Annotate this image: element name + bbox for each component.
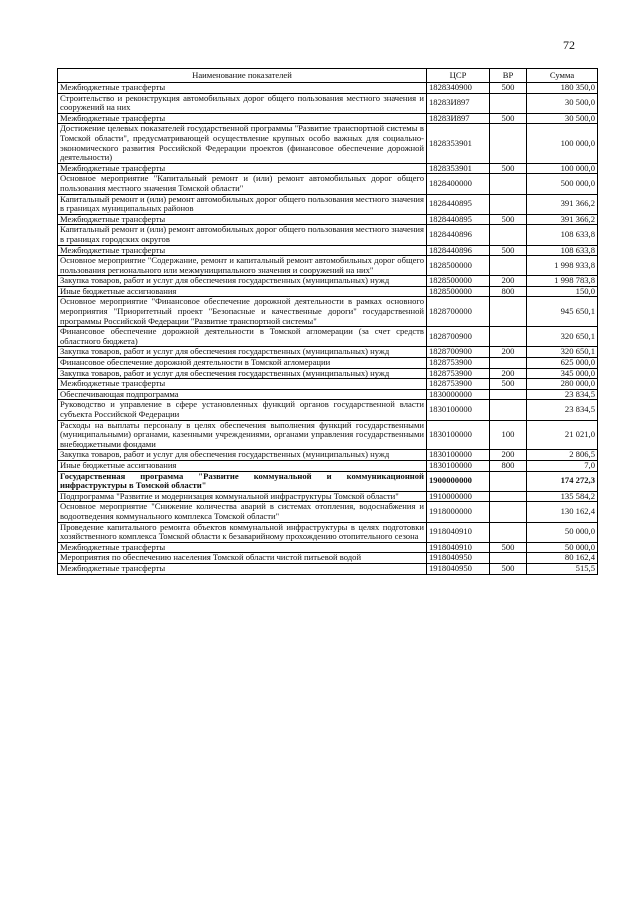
row-name: Строительство и реконструкция автомобильных дорог общего пользования местного значения и сооружений на них	[58, 93, 427, 113]
table-row	[58, 214, 598, 225]
table-row	[58, 563, 598, 574]
row-csr: 1828500000	[427, 276, 490, 287]
row-csr: 1828700000	[427, 297, 490, 327]
row-vr	[490, 256, 527, 276]
row-name: Капитальный ремонт и (или) ремонт автомобильных дорог общего пользования местного значения в границах муниципальных районов	[58, 194, 427, 214]
row-vr	[490, 93, 527, 113]
table-row	[58, 194, 598, 214]
row-sum: 1 998 933,8	[527, 256, 598, 276]
row-csr: 1828700900	[427, 347, 490, 358]
row-vr: 500	[490, 83, 527, 94]
row-csr: 1918040950	[427, 553, 490, 564]
row-csr: 1828700900	[427, 327, 490, 347]
table-row	[58, 327, 598, 347]
row-vr	[490, 124, 527, 163]
page-number: 72	[563, 38, 575, 52]
row-vr	[490, 194, 527, 214]
row-vr: 200	[490, 450, 527, 461]
table-row	[58, 522, 598, 542]
table-row	[58, 358, 598, 369]
row-vr: 500	[490, 163, 527, 174]
row-csr: 1828440895	[427, 194, 490, 214]
header-vr: ВР	[490, 69, 527, 83]
row-name: Межбюджетные трансферты	[58, 83, 427, 94]
row-sum: 280 000,0	[527, 379, 598, 390]
row-name: Расходы на выплаты персоналу в целях обеспечения выполнения функций государственными (муниципальными) органами, казенными учреждениями, органами управления государственными внебюджетными фондами	[58, 420, 427, 450]
row-csr: 1828500000	[427, 286, 490, 297]
row-csr: 1918000000	[427, 502, 490, 522]
row-csr: 1918040910	[427, 522, 490, 542]
table-row	[58, 400, 598, 420]
row-csr: 1828400000	[427, 174, 490, 194]
row-name: Межбюджетные трансферты	[58, 245, 427, 256]
header-csr: ЦСР	[427, 69, 490, 83]
row-vr: 200	[490, 347, 527, 358]
row-name: Подпрограмма "Развитие и модернизация коммунальной инфраструктуры Томской области"	[58, 491, 427, 502]
row-vr	[490, 327, 527, 347]
row-sum: 50 000,0	[527, 522, 598, 542]
row-csr: 1830100000	[427, 400, 490, 420]
row-name: Финансовое обеспечение дорожной деятельности в Томской агломерации (за счет средств областного бюджета)	[58, 327, 427, 347]
row-sum: 30 500,0	[527, 113, 598, 124]
row-name: Капитальный ремонт и (или) ремонт автомобильных дорог общего пользования местного значения в границах городских округов	[58, 225, 427, 245]
row-sum: 500 000,0	[527, 174, 598, 194]
row-name: Межбюджетные трансферты	[58, 214, 427, 225]
row-sum: 320 650,1	[527, 347, 598, 358]
row-vr	[490, 400, 527, 420]
table-row	[58, 174, 598, 194]
row-name: Закупка товаров, работ и услуг для обеспечения государственных (муниципальных) нужд	[58, 368, 427, 379]
row-csr: 1828353901	[427, 124, 490, 163]
row-sum: 180 350,0	[527, 83, 598, 94]
row-vr: 500	[490, 542, 527, 553]
row-vr	[490, 491, 527, 502]
table-row	[58, 113, 598, 124]
table-row	[58, 286, 598, 297]
table-row	[58, 389, 598, 400]
table-row	[58, 256, 598, 276]
row-vr: 200	[490, 276, 527, 287]
row-name: Обеспечивающая подпрограмма	[58, 389, 427, 400]
table-header-row	[58, 69, 598, 83]
table-row	[58, 471, 598, 491]
row-sum: 625 000,0	[527, 358, 598, 369]
row-vr: 500	[490, 113, 527, 124]
row-csr: 1828500000	[427, 256, 490, 276]
table-row	[58, 491, 598, 502]
table-row	[58, 93, 598, 113]
row-sum: 515,5	[527, 563, 598, 574]
table-body	[58, 83, 598, 575]
row-vr	[490, 502, 527, 522]
header-name: Наименование показателей	[58, 69, 427, 83]
row-csr: 1828753900	[427, 358, 490, 369]
row-sum: 1 998 783,8	[527, 276, 598, 287]
row-csr: 1830100000	[427, 450, 490, 461]
row-name: Основное мероприятие "Содержание, ремонт и капитальный ремонт автомобильных дорог общего пользования регионального или межмуниципального значения и сооружений на них"	[58, 256, 427, 276]
row-sum: 30 500,0	[527, 93, 598, 113]
row-csr: 1828753900	[427, 368, 490, 379]
table-row	[58, 460, 598, 471]
row-csr: 1828440896	[427, 225, 490, 245]
row-vr: 500	[490, 214, 527, 225]
table-row	[58, 245, 598, 256]
row-vr	[490, 297, 527, 327]
row-vr	[490, 225, 527, 245]
table-row	[58, 553, 598, 564]
row-name: Закупка товаров, работ и услуг для обеспечения государственных (муниципальных) нужд	[58, 347, 427, 358]
row-sum: 108 633,8	[527, 245, 598, 256]
row-sum: 150,0	[527, 286, 598, 297]
table-row	[58, 420, 598, 450]
row-sum: 108 633,8	[527, 225, 598, 245]
row-sum: 174 272,3	[527, 471, 598, 491]
table-row	[58, 124, 598, 163]
row-csr: 18283И897	[427, 113, 490, 124]
row-name: Основное мероприятие "Финансовое обеспечение дорожной деятельности в рамках основного мероприятия "Приоритетный проект "Безопасные и качественные дороги" государственной программы Российской Федерации "Развитие транспортной системы"	[58, 297, 427, 327]
row-vr: 500	[490, 563, 527, 574]
row-sum: 135 584,2	[527, 491, 598, 502]
row-sum: 130 162,4	[527, 502, 598, 522]
table-row	[58, 347, 598, 358]
row-name: Мероприятия по обеспечению населения Томской области чистой питьевой водой	[58, 553, 427, 564]
budget-table	[57, 68, 598, 575]
row-csr: 1918040910	[427, 542, 490, 553]
table-row	[58, 83, 598, 94]
row-vr: 500	[490, 245, 527, 256]
table-row	[58, 542, 598, 553]
row-name: Межбюджетные трансферты	[58, 542, 427, 553]
row-csr: 1900000000	[427, 471, 490, 491]
table-row	[58, 163, 598, 174]
row-name: Межбюджетные трансферты	[58, 163, 427, 174]
row-sum: 21 021,0	[527, 420, 598, 450]
row-csr: 1830100000	[427, 420, 490, 450]
row-name: Основное мероприятие "Снижение количества аварий в системах отопления, водоснабжения и водоотведения коммунального комплекса Томской области"	[58, 502, 427, 522]
row-sum: 23 834,5	[527, 389, 598, 400]
row-vr: 200	[490, 368, 527, 379]
row-name: Закупка товаров, работ и услуг для обеспечения государственных (муниципальных) нужд	[58, 276, 427, 287]
row-vr: 500	[490, 379, 527, 390]
row-vr	[490, 389, 527, 400]
row-sum: 80 162,4	[527, 553, 598, 564]
row-sum: 2 806,5	[527, 450, 598, 461]
row-csr: 1828340900	[427, 83, 490, 94]
row-vr	[490, 522, 527, 542]
row-name: Финансовое обеспечение дорожной деятельности в Томской агломерации	[58, 358, 427, 369]
row-name: Достижение целевых показателей государственной программы "Развитие транспортной системы в Томской области", предусматривающей осуществление крупных особо важных для социально-экономического развития Российской Федерации проектов (финансовое обеспечение дорожной деятельности)	[58, 124, 427, 163]
row-vr	[490, 553, 527, 564]
row-vr: 800	[490, 460, 527, 471]
table-row	[58, 225, 598, 245]
row-csr: 1828353901	[427, 163, 490, 174]
row-csr: 1918040950	[427, 563, 490, 574]
row-csr: 18283И897	[427, 93, 490, 113]
row-sum: 100 000,0	[527, 163, 598, 174]
row-sum: 50 000,0	[527, 542, 598, 553]
row-vr	[490, 471, 527, 491]
table-row	[58, 368, 598, 379]
table-row	[58, 276, 598, 287]
row-vr	[490, 174, 527, 194]
row-name: Межбюджетные трансферты	[58, 113, 427, 124]
row-sum: 320 650,1	[527, 327, 598, 347]
row-csr: 1830000000	[427, 389, 490, 400]
row-sum: 100 000,0	[527, 124, 598, 163]
row-csr: 1828753900	[427, 379, 490, 390]
table-row	[58, 502, 598, 522]
row-vr: 100	[490, 420, 527, 450]
table-row	[58, 450, 598, 461]
row-name: Основное мероприятие "Капитальный ремонт и (или) ремонт автомобильных дорог общего пользования местного значения Томской области"	[58, 174, 427, 194]
table-row	[58, 297, 598, 327]
row-vr: 800	[490, 286, 527, 297]
row-name: Межбюджетные трансферты	[58, 379, 427, 390]
header-sum: Сумма	[527, 69, 598, 83]
row-name: Иные бюджетные ассигнования	[58, 286, 427, 297]
row-sum: 391 366,2	[527, 214, 598, 225]
row-name: Руководство и управление в сфере установленных функций органов государственной власти субъекта Российской Федерации	[58, 400, 427, 420]
row-name: Закупка товаров, работ и услуг для обеспечения государственных (муниципальных) нужд	[58, 450, 427, 461]
row-csr: 1828440895	[427, 214, 490, 225]
row-sum: 345 000,0	[527, 368, 598, 379]
row-sum: 391 366,2	[527, 194, 598, 214]
row-sum: 945 650,1	[527, 297, 598, 327]
row-csr: 1830100000	[427, 460, 490, 471]
row-name: Иные бюджетные ассигнования	[58, 460, 427, 471]
row-csr: 1910000000	[427, 491, 490, 502]
table-row	[58, 379, 598, 390]
row-sum: 7,0	[527, 460, 598, 471]
row-sum: 23 834,5	[527, 400, 598, 420]
row-csr: 1828440896	[427, 245, 490, 256]
row-name: Межбюджетные трансферты	[58, 563, 427, 574]
row-name: Проведение капитального ремонта объектов коммунальной инфраструктуры в целях подготовки хозяйственного комплекса Томской области к безаварийному прохождению отопительного сезона	[58, 522, 427, 542]
row-vr	[490, 358, 527, 369]
row-name: Государственная программа "Развитие коммунальной и коммуникационной инфраструктуры в Томской области"	[58, 471, 427, 491]
